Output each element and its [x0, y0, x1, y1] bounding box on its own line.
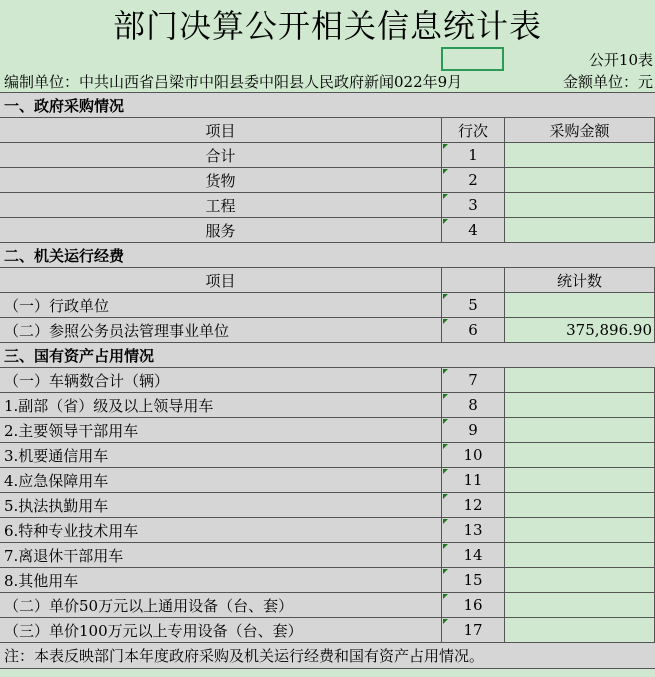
row-value[interactable]: [505, 493, 655, 517]
row-value[interactable]: [505, 143, 655, 167]
amount-unit: 金额单位：元: [562, 73, 653, 91]
table-header-row: [0, 118, 655, 143]
table-row: [0, 393, 655, 418]
row-value[interactable]: [505, 218, 655, 242]
row-value[interactable]: [505, 393, 655, 417]
row-value[interactable]: [505, 518, 655, 542]
compiling-unit: 编制单位：中共山西省吕梁市中阳县委中阳县人民政府新闻022年9月: [4, 73, 463, 91]
table-row: [0, 618, 655, 643]
col-no-header: [442, 268, 505, 292]
row-label[interactable]: 8.其他用车: [0, 568, 442, 592]
unit-row: [0, 71, 655, 93]
row-value[interactable]: [505, 568, 655, 592]
section1-heading: 一、政府采购情况: [4, 96, 125, 115]
row-number[interactable]: 15: [442, 568, 505, 592]
section-heading: [0, 93, 655, 118]
section3-heading: 三、国有资产占用情况: [4, 346, 155, 365]
table-row: [0, 143, 655, 168]
col-item-header: 项目: [0, 268, 442, 292]
table-row: [0, 193, 655, 218]
row-value[interactable]: [505, 543, 655, 567]
table-row: [0, 443, 655, 468]
table-header-row: [0, 268, 655, 293]
row-number[interactable]: 8: [442, 393, 505, 417]
row-value[interactable]: [505, 618, 655, 642]
form-number-row: [0, 48, 655, 71]
row-number[interactable]: 7: [442, 368, 505, 392]
row-label[interactable]: 2.主要领导干部用车: [0, 418, 442, 442]
col-item-header: 项目: [0, 118, 442, 142]
table-row: [0, 418, 655, 443]
row-label[interactable]: 货物: [0, 168, 442, 192]
row-value[interactable]: [505, 293, 655, 317]
row-label[interactable]: 6.特种专业技术用车: [0, 518, 442, 542]
table-row: [0, 543, 655, 568]
row-number[interactable]: 16: [442, 593, 505, 617]
table-row: [0, 168, 655, 193]
row-number[interactable]: 10: [442, 443, 505, 467]
section2-heading: 二、机关运行经费: [4, 246, 125, 265]
section-heading: [0, 243, 655, 268]
row-number[interactable]: 1: [442, 143, 505, 167]
row-number[interactable]: 11: [442, 468, 505, 492]
row-label[interactable]: （二）单价50万元以上通用设备（台、套）: [0, 593, 442, 617]
row-number[interactable]: 13: [442, 518, 505, 542]
row-label[interactable]: （一）车辆数合计（辆）: [0, 368, 442, 392]
row-value[interactable]: [505, 193, 655, 217]
row-value[interactable]: 375,896.90: [505, 318, 655, 342]
table-row: [0, 593, 655, 618]
form-number: 公开10表: [588, 51, 653, 69]
row-number[interactable]: 17: [442, 618, 505, 642]
note-row: [0, 643, 655, 669]
row-value[interactable]: [505, 468, 655, 492]
row-label[interactable]: （三）单价100万元以上专用设备（台、套）: [0, 618, 442, 642]
row-label[interactable]: 4.应急保障用车: [0, 468, 442, 492]
table-row: [0, 468, 655, 493]
selected-cell[interactable]: [441, 47, 504, 71]
row-number[interactable]: 5: [442, 293, 505, 317]
row-number[interactable]: 6: [442, 318, 505, 342]
row-label[interactable]: 工程: [0, 193, 442, 217]
table-row: [0, 293, 655, 318]
row-label[interactable]: 5.执法执勤用车: [0, 493, 442, 517]
row-label[interactable]: 3.机要通信用车: [0, 443, 442, 467]
row-label[interactable]: 7.离退休干部用车: [0, 543, 442, 567]
row-value[interactable]: [505, 443, 655, 467]
row-number[interactable]: 2: [442, 168, 505, 192]
row-number[interactable]: 9: [442, 418, 505, 442]
table-row: [0, 318, 655, 343]
section-heading: [0, 343, 655, 368]
col-amount-header: 统计数: [505, 268, 655, 292]
row-number[interactable]: 14: [442, 543, 505, 567]
col-amount-header: 采购金额: [505, 118, 655, 142]
row-number[interactable]: 4: [442, 218, 505, 242]
row-value[interactable]: [505, 168, 655, 192]
row-value[interactable]: [505, 368, 655, 392]
row-label[interactable]: 服务: [0, 218, 442, 242]
col-no-header: 行次: [442, 118, 505, 142]
table-row: [0, 218, 655, 243]
table-note: 注：本表反映部门本年度政府采购及机关运行经费和国有资产占用情况。: [4, 647, 485, 665]
row-number[interactable]: 3: [442, 193, 505, 217]
table-row: [0, 493, 655, 518]
row-label[interactable]: 合计: [0, 143, 442, 167]
table-row: [0, 568, 655, 593]
row-value[interactable]: [505, 593, 655, 617]
row-value[interactable]: [505, 418, 655, 442]
row-label[interactable]: （二）参照公务员法管理事业单位: [0, 318, 442, 342]
row-label[interactable]: 1.副部（省）级及以上领导用车: [0, 393, 442, 417]
table-row: [0, 518, 655, 543]
row-number[interactable]: 12: [442, 493, 505, 517]
page-title: 部门决算公开相关信息统计表: [112, 7, 542, 45]
row-label[interactable]: （一）行政单位: [0, 293, 442, 317]
table-row: [0, 368, 655, 393]
